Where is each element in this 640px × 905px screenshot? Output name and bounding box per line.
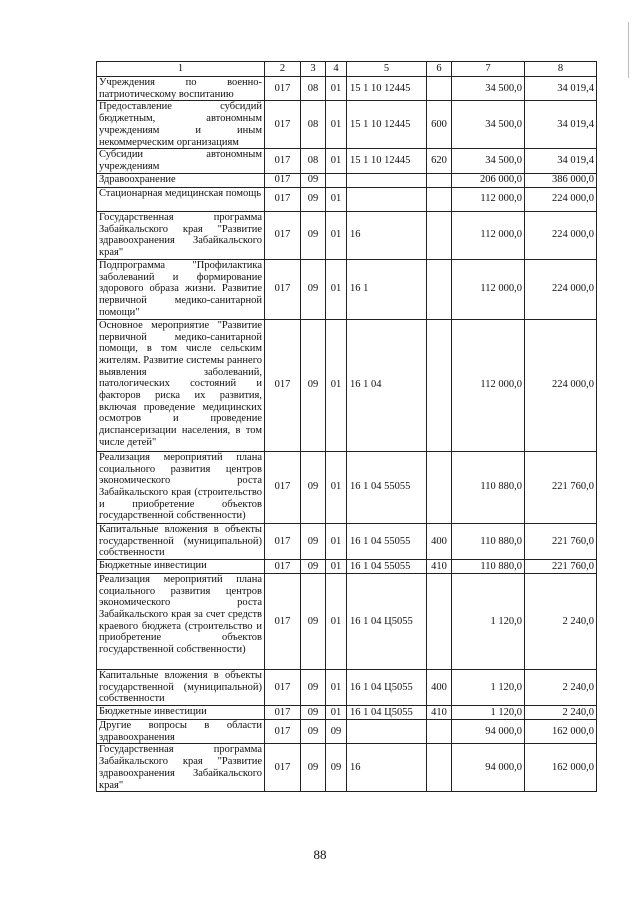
table-row	[97, 77, 597, 101]
row-name: Основное мероприятие "Развитие первичной медико-санитарной помощи, в том числе сельским жителям. Развитие системы раннего выявления заболеваний, патологических состояний и факторов риска их развития, включая проведение медицинских осмотров и проведение диспансеризации населения, в том числе детей"	[97, 319, 265, 451]
amount-col8: 34 019,4	[525, 101, 597, 149]
section-code: 09	[301, 706, 326, 720]
table-row	[97, 669, 597, 705]
expense-type-code: 400	[427, 669, 452, 705]
row-name: Бюджетные инвестиции	[97, 559, 265, 573]
amount-col8: 162 000,0	[525, 720, 597, 744]
subsection-code: 01	[326, 77, 347, 101]
admin-code: 017	[265, 101, 301, 149]
row-name: Государственная программа Забайкальского края "Развитие здравоохранения Забайкальского края"	[97, 744, 265, 792]
column-header: 2	[265, 62, 301, 77]
subsection-code: 01	[326, 259, 347, 319]
subsection-code: 01	[326, 319, 347, 451]
amount-col8: 34 019,4	[525, 149, 597, 173]
table-row	[97, 744, 597, 792]
expense-type-code	[427, 744, 452, 792]
budget-table	[96, 61, 597, 792]
target-code: 16 1 04 Ц5055	[347, 706, 427, 720]
row-name: Государственная программа Забайкальского края "Развитие здравоохранения Забайкальского края"	[97, 211, 265, 259]
row-name: Предоставление субсидий бюджетным, автономным учреждениям и иным некоммерческим организациям	[97, 101, 265, 149]
subsection-code: 01	[326, 573, 347, 669]
expense-type-code	[427, 187, 452, 211]
row-name: Капитальные вложения в объекты государственной (муниципальной) собственности	[97, 669, 265, 705]
row-name: Подпрограмма "Профилактика заболеваний и формирование здорового образа жизни. Развитие первичной медико-санитарной помощи"	[97, 259, 265, 319]
amount-col7: 34 500,0	[452, 149, 525, 173]
table-row	[97, 720, 597, 744]
amount-col8: 224 000,0	[525, 259, 597, 319]
row-name: Стационарная медицинская помощь	[97, 187, 265, 211]
subsection-code: 01	[326, 451, 347, 523]
target-code: 16	[347, 744, 427, 792]
target-code: 16 1 04 55055	[347, 559, 427, 573]
expense-type-code	[427, 720, 452, 744]
table-row	[97, 573, 597, 669]
target-code	[347, 173, 427, 187]
admin-code: 017	[265, 451, 301, 523]
table-row	[97, 523, 597, 559]
expense-type-code: 410	[427, 559, 452, 573]
expense-type-code: 410	[427, 706, 452, 720]
subsection-code: 09	[326, 744, 347, 792]
amount-col8: 221 760,0	[525, 559, 597, 573]
expense-type-code	[427, 173, 452, 187]
admin-code: 017	[265, 706, 301, 720]
section-code: 09	[301, 173, 326, 187]
table-row	[97, 187, 597, 211]
target-code: 16 1 04 55055	[347, 523, 427, 559]
expense-type-code	[427, 451, 452, 523]
target-code: 15 1 10 12445	[347, 101, 427, 149]
subsection-code: 01	[326, 149, 347, 173]
admin-code: 017	[265, 149, 301, 173]
section-code: 09	[301, 559, 326, 573]
target-code: 16 1 04	[347, 319, 427, 451]
subsection-code: 09	[326, 720, 347, 744]
amount-col8: 224 000,0	[525, 187, 597, 211]
column-header: 6	[427, 62, 452, 77]
amount-col8: 2 240,0	[525, 573, 597, 669]
subsection-code: 01	[326, 523, 347, 559]
admin-code: 017	[265, 259, 301, 319]
amount-col7: 1 120,0	[452, 706, 525, 720]
amount-col8: 386 000,0	[525, 173, 597, 187]
admin-code: 017	[265, 187, 301, 211]
amount-col7: 112 000,0	[452, 259, 525, 319]
section-code: 09	[301, 259, 326, 319]
admin-code: 017	[265, 211, 301, 259]
amount-col8: 162 000,0	[525, 744, 597, 792]
column-header: 8	[525, 62, 597, 77]
column-header: 7	[452, 62, 525, 77]
row-name: Бюджетные инвестиции	[97, 706, 265, 720]
expense-type-code	[427, 573, 452, 669]
section-code: 09	[301, 744, 326, 792]
amount-col7: 94 000,0	[452, 720, 525, 744]
amount-col7: 34 500,0	[452, 101, 525, 149]
column-header-row	[97, 62, 597, 77]
amount-col7: 110 880,0	[452, 523, 525, 559]
subsection-code: 01	[326, 559, 347, 573]
expense-type-code	[427, 259, 452, 319]
section-code: 08	[301, 77, 326, 101]
expense-type-code	[427, 211, 452, 259]
table-row	[97, 259, 597, 319]
expense-type-code: 400	[427, 523, 452, 559]
target-code: 16	[347, 211, 427, 259]
amount-col8: 221 760,0	[525, 451, 597, 523]
target-code: 15 1 10 12445	[347, 77, 427, 101]
admin-code: 017	[265, 559, 301, 573]
table-row	[97, 319, 597, 451]
row-name: Реализация мероприятий плана социального развития центров экономического роста Забайкальского края (строительство и приобретение объектов государственной собственности)	[97, 451, 265, 523]
row-name: Реализация мероприятий плана социального развития центров экономического роста Забайкальского края за счет средств краевого бюджета (строительство и приобретение объектов государственной собственности)	[97, 573, 265, 669]
table-row	[97, 451, 597, 523]
admin-code: 017	[265, 319, 301, 451]
amount-col8: 2 240,0	[525, 706, 597, 720]
amount-col8: 224 000,0	[525, 319, 597, 451]
section-code: 09	[301, 720, 326, 744]
amount-col7: 110 880,0	[452, 559, 525, 573]
table-row	[97, 559, 597, 573]
page-number: 88	[313, 847, 327, 862]
amount-col8: 34 019,4	[525, 77, 597, 101]
page-edge-mark	[628, 22, 629, 78]
target-code: 16 1 04 55055	[347, 451, 427, 523]
amount-col7: 112 000,0	[452, 211, 525, 259]
expense-type-code: 600	[427, 101, 452, 149]
expense-type-code	[427, 319, 452, 451]
admin-code: 017	[265, 720, 301, 744]
section-code: 09	[301, 451, 326, 523]
admin-code: 017	[265, 669, 301, 705]
subsection-code: 01	[326, 101, 347, 149]
amount-col8: 221 760,0	[525, 523, 597, 559]
expense-type-code: 620	[427, 149, 452, 173]
amount-col7: 94 000,0	[452, 744, 525, 792]
column-header: 1	[97, 62, 265, 77]
amount-col7: 34 500,0	[452, 77, 525, 101]
section-code: 09	[301, 211, 326, 259]
section-code: 09	[301, 573, 326, 669]
column-header: 3	[301, 62, 326, 77]
table-row	[97, 101, 597, 149]
amount-col8: 224 000,0	[525, 211, 597, 259]
target-code: 16 1 04 Ц5055	[347, 669, 427, 705]
table-row	[97, 211, 597, 259]
amount-col7: 1 120,0	[452, 669, 525, 705]
expense-type-code	[427, 77, 452, 101]
row-name: Капитальные вложения в объекты государственной (муниципальной) собственности	[97, 523, 265, 559]
column-header: 5	[347, 62, 427, 77]
section-code: 09	[301, 187, 326, 211]
target-code: 15 1 10 12445	[347, 149, 427, 173]
budget-table-container	[96, 61, 596, 792]
subsection-code: 01	[326, 211, 347, 259]
subsection-code: 01	[326, 669, 347, 705]
section-code: 08	[301, 101, 326, 149]
target-code: 16 1	[347, 259, 427, 319]
column-header: 4	[326, 62, 347, 77]
subsection-code: 01	[326, 706, 347, 720]
table-row	[97, 173, 597, 187]
row-name: Учреждения по военно-патриотическому воспитанию	[97, 77, 265, 101]
section-code: 09	[301, 319, 326, 451]
row-name: Здравоохранение	[97, 173, 265, 187]
subsection-code	[326, 173, 347, 187]
admin-code: 017	[265, 523, 301, 559]
section-code: 08	[301, 149, 326, 173]
amount-col8: 2 240,0	[525, 669, 597, 705]
row-name: Другие вопросы в области здравоохранения	[97, 720, 265, 744]
subsection-code: 01	[326, 187, 347, 211]
target-code	[347, 720, 427, 744]
row-name: Субсидии автономным учреждениям	[97, 149, 265, 173]
admin-code: 017	[265, 173, 301, 187]
target-code: 16 1 04 Ц5055	[347, 573, 427, 669]
section-code: 09	[301, 523, 326, 559]
target-code	[347, 187, 427, 211]
admin-code: 017	[265, 744, 301, 792]
admin-code: 017	[265, 573, 301, 669]
table-row	[97, 706, 597, 720]
amount-col7: 206 000,0	[452, 173, 525, 187]
admin-code: 017	[265, 77, 301, 101]
amount-col7: 1 120,0	[452, 573, 525, 669]
table-row	[97, 149, 597, 173]
amount-col7: 112 000,0	[452, 187, 525, 211]
amount-col7: 110 880,0	[452, 451, 525, 523]
amount-col7: 112 000,0	[452, 319, 525, 451]
section-code: 09	[301, 669, 326, 705]
